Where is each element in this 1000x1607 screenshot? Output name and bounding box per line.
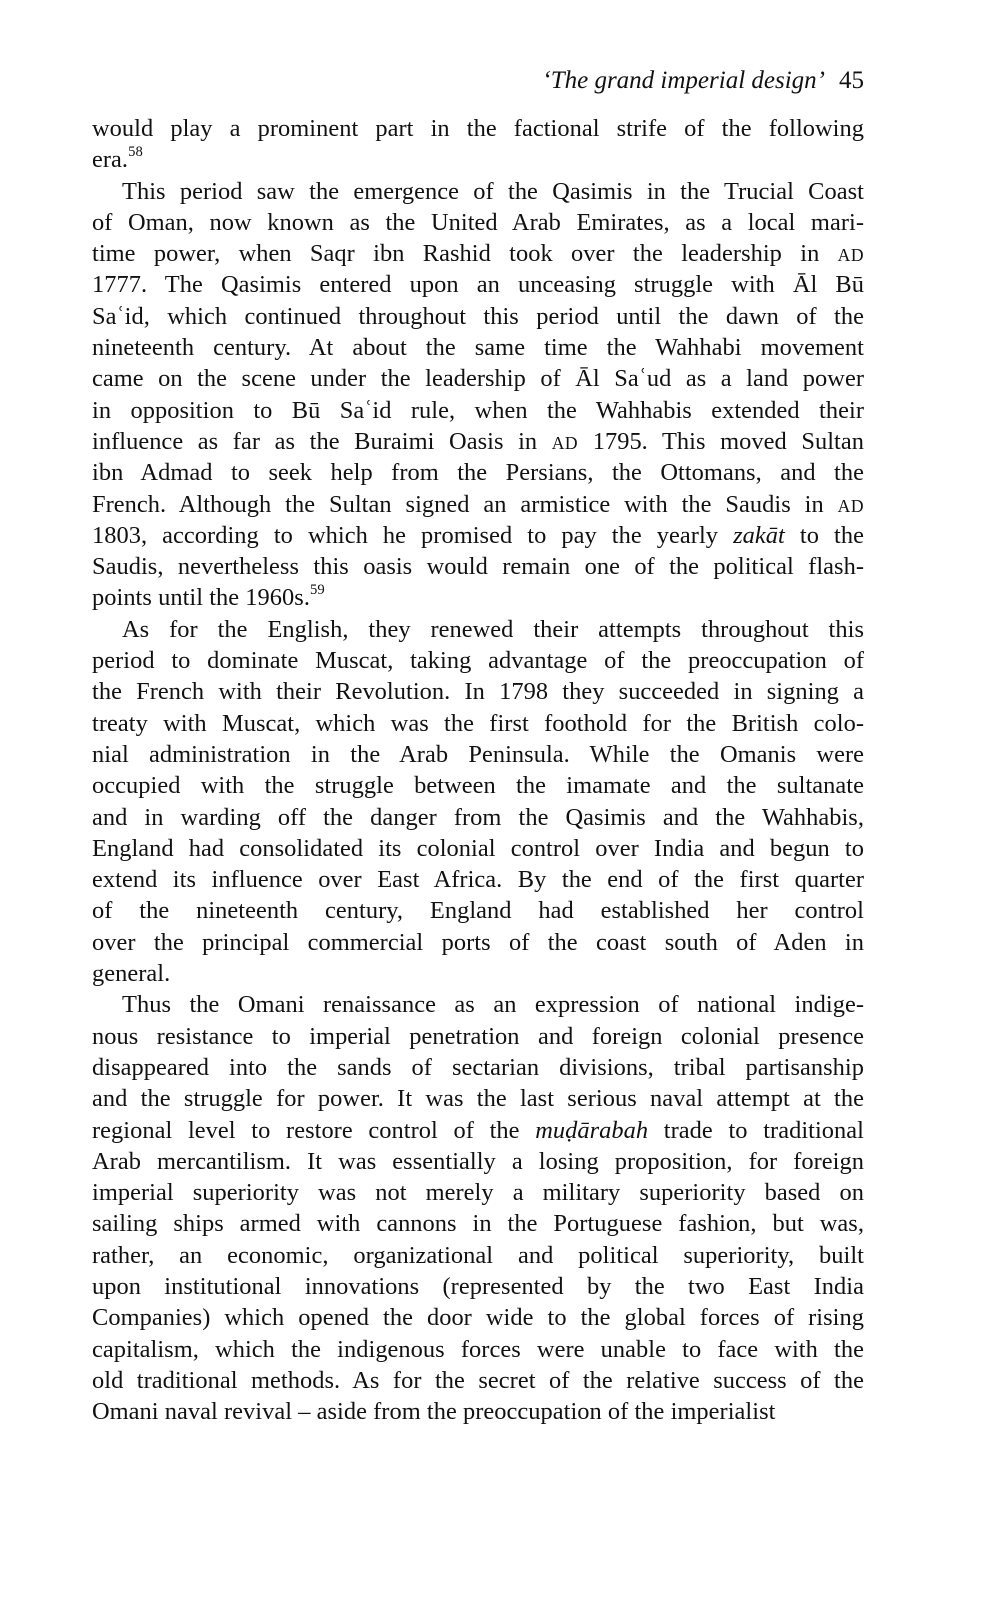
text-run: French. Although the Sultan signed an armistice with the Saudis in <box>92 490 838 518</box>
text-line <box>92 144 864 175</box>
text-run: ibn Admad to seek help from the Persians, the Ottomans, and the <box>92 459 864 487</box>
text-run: This period saw the emergence of the Qasimis in the Trucial Coast <box>122 177 864 205</box>
text-line <box>92 1146 864 1177</box>
text-line <box>92 176 864 207</box>
era-abbrev: AD <box>837 495 864 516</box>
text-run: regional level to restore control of the <box>92 1116 536 1144</box>
text-line <box>92 927 864 958</box>
text-line <box>92 989 864 1020</box>
text-line <box>92 457 864 488</box>
text-line <box>92 395 864 426</box>
footnote-ref: 58 <box>128 144 143 161</box>
text-run: Saʿid, which continued throughout this period until the dawn of the <box>92 302 864 330</box>
text-run: to the <box>784 521 864 549</box>
text-line <box>92 1052 864 1083</box>
text-line <box>92 269 864 300</box>
text-line <box>92 582 864 613</box>
running-header <box>92 66 864 96</box>
paragraph <box>92 989 864 1427</box>
text-run: time power, when Saqr ibn Rashid took over the leadership in <box>92 240 838 268</box>
text-run: of the nineteenth century, England had established her control <box>92 897 864 925</box>
text-run: Companies) which opened the door wide to the global forces of rising <box>92 1304 864 1332</box>
text-run: 1795. This moved Sultan <box>578 427 865 455</box>
text-line <box>92 1021 864 1052</box>
text-line <box>92 1396 864 1427</box>
text-run: points until the 1960s. <box>92 584 310 612</box>
text-run: and the struggle for power. It was the last serious naval attempt at the <box>92 1085 864 1113</box>
text-line <box>92 207 864 238</box>
paragraph <box>92 176 864 614</box>
text-run: England had consolidated its colonial control over India and begun to <box>92 834 864 862</box>
text-run: old traditional methods. As for the secret of the relative success of the <box>92 1366 864 1394</box>
text-run: sailing ships armed with cannons in the Portuguese fashion, but was, <box>92 1210 864 1238</box>
text-line <box>92 1365 864 1396</box>
text-line <box>92 301 864 332</box>
text-line <box>92 1208 864 1239</box>
text-run: trade to traditional <box>648 1116 864 1144</box>
text-line <box>92 1177 864 1208</box>
text-line <box>92 1083 864 1114</box>
text-line <box>92 614 864 645</box>
text-run: Omani naval revival – aside from the preoccupation of the imperialist <box>92 1398 776 1426</box>
text-line <box>92 802 864 833</box>
text-line <box>92 363 864 394</box>
text-run: occupied with the struggle between the imamate and the sultanate <box>92 772 864 800</box>
text-run: upon institutional innovations (represented by the two East India <box>92 1272 864 1300</box>
text-run: capitalism, which the indigenous forces were unable to face with the <box>92 1335 864 1363</box>
text-run: nineteenth century. At about the same time the Wahhabi movement <box>92 334 864 362</box>
text-run: the French with their Revolution. In 1798 they succeeded in signing a <box>92 678 864 706</box>
text-line <box>92 1271 864 1302</box>
text-run: came on the scene under the leadership of Āl Saʿud as a land power <box>92 365 864 393</box>
text-line <box>92 864 864 895</box>
italic-term: zakāt <box>733 521 785 549</box>
text-run: Arab mercantilism. It was essentially a losing proposition, for foreign <box>92 1147 864 1175</box>
text-run: of Oman, now known as the United Arab Emirates, as a local mari- <box>92 208 864 236</box>
text-line <box>92 645 864 676</box>
book-page <box>92 66 864 1427</box>
text-run: treaty with Muscat, which was the first foothold for the British colo- <box>92 709 864 737</box>
text-line <box>92 238 864 269</box>
text-line <box>92 113 864 144</box>
paragraph <box>92 113 864 176</box>
text-line <box>92 895 864 926</box>
text-run: As for the English, they renewed their attempts throughout this <box>122 615 864 643</box>
text-run: would play a prominent part in the factional strife of the following <box>92 115 864 142</box>
paragraph <box>92 614 864 990</box>
text-run: disappeared into the sands of sectarian divisions, tribal partisanship <box>92 1053 864 1081</box>
text-line <box>92 1240 864 1271</box>
text-run: imperial superiority was not merely a military superiority based on <box>92 1179 864 1207</box>
text-line <box>92 739 864 770</box>
text-run: era. <box>92 146 129 174</box>
text-line <box>92 958 864 989</box>
text-line <box>92 520 864 551</box>
chapter-title: ‘The grand imperial design’ <box>542 67 825 94</box>
text-line <box>92 833 864 864</box>
body-text <box>92 113 864 1427</box>
era-abbrev: AD <box>837 245 864 266</box>
text-line <box>92 676 864 707</box>
text-run: nous resistance to imperial penetration and foreign colonial presence <box>92 1022 864 1050</box>
text-line <box>92 551 864 582</box>
text-line <box>92 1302 864 1333</box>
text-line <box>92 770 864 801</box>
footnote-ref: 59 <box>309 582 325 599</box>
text-run: 1777. The Qasimis entered upon an unceasing struggle with Āl Bū <box>92 271 864 299</box>
text-run: and in warding off the danger from the Qasimis and the Wahhabis, <box>92 803 864 831</box>
text-run: general. <box>92 960 171 988</box>
text-line <box>92 708 864 739</box>
text-line <box>92 332 864 363</box>
text-run: in opposition to Bū Saʿid rule, when the Wahhabis extended their <box>92 396 864 424</box>
italic-term: muḍārabah <box>535 1116 649 1144</box>
text-run: rather, an economic, organizational and political superiority, built <box>92 1241 864 1269</box>
text-run: Thus the Omani renaissance as an expression of national indige- <box>122 991 864 1019</box>
text-line <box>92 1334 864 1365</box>
text-run: period to dominate Muscat, taking advantage of the preoccupation of <box>92 647 864 675</box>
text-run: over the principal commercial ports of the coast south of Aden in <box>92 928 864 956</box>
text-run: 1803, according to which he promised to pay the yearly <box>92 521 734 549</box>
text-run: nial administration in the Arab Peninsula. While the Omanis were <box>92 740 864 768</box>
text-line <box>92 1115 864 1146</box>
text-run: Saudis, nevertheless this oasis would remain one of the political flash- <box>92 553 864 581</box>
text-run: influence as far as the Buraimi Oasis in <box>92 427 552 455</box>
page-number: 45 <box>839 67 864 94</box>
text-run: extend its influence over East Africa. By the end of the first quarter <box>92 866 864 894</box>
text-line <box>92 489 864 520</box>
text-line <box>92 426 864 457</box>
era-abbrev: AD <box>551 432 579 453</box>
